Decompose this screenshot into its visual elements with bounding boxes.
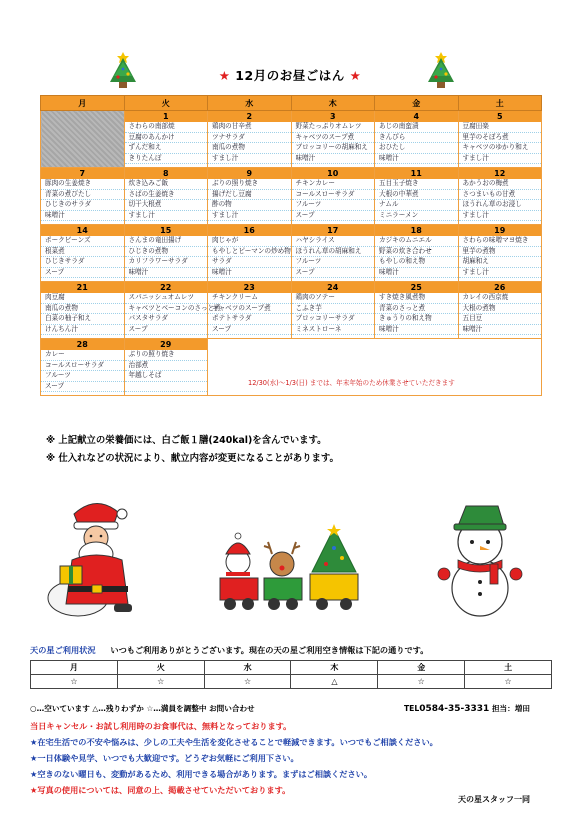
dish-item: ミニラーメン bbox=[375, 211, 458, 222]
dish-item: きりたんぽ bbox=[125, 154, 208, 165]
dish-item: ひじきサラダ bbox=[41, 257, 124, 268]
dish-item: 治部煮 bbox=[125, 361, 208, 372]
snowman-icon bbox=[430, 500, 530, 620]
dish-item: 里芋のそぼろ煮 bbox=[459, 133, 542, 144]
day-number: 14 bbox=[41, 225, 124, 236]
dish-item: 味噌汁 bbox=[125, 268, 208, 279]
weekday-header: 火 bbox=[124, 96, 208, 111]
dish-item: すまし汁 bbox=[208, 154, 291, 165]
dish-item: 青菜の煮びたし bbox=[41, 190, 124, 201]
availability-status-row bbox=[31, 675, 552, 689]
day-number: 22 bbox=[125, 282, 208, 293]
week-row bbox=[41, 282, 542, 339]
day-number: 17 bbox=[292, 225, 375, 236]
dish-item: ずんだ和え bbox=[125, 143, 208, 154]
availability-status: ☆ bbox=[378, 675, 465, 689]
dish-item: 味噌汁 bbox=[41, 211, 124, 222]
info-section bbox=[30, 718, 560, 798]
dish-item: 五目玉子焼き bbox=[375, 179, 458, 190]
dish-item: 味噌汁 bbox=[375, 154, 458, 165]
day-cell bbox=[41, 225, 125, 282]
day-number: 1 bbox=[125, 111, 208, 122]
dish-item: ツナサラダ bbox=[208, 133, 291, 144]
tel-label: TEL bbox=[404, 704, 420, 713]
day-number: 26 bbox=[459, 282, 542, 293]
dish-item: サラダ bbox=[208, 257, 291, 268]
day-cell bbox=[291, 282, 375, 339]
dish-item: さんまの竜田揚げ bbox=[125, 236, 208, 247]
santa-claus-icon bbox=[44, 494, 140, 620]
availability-day: 木 bbox=[291, 661, 378, 675]
photo-notice: ★写真の使用については、同意の上、掲載させていただいております。 bbox=[30, 785, 291, 795]
day-number: 3 bbox=[292, 111, 375, 122]
day-number: 10 bbox=[292, 168, 375, 179]
dish-item: 味噌汁 bbox=[459, 325, 542, 336]
dish-item: 切干大根煮 bbox=[125, 200, 208, 211]
tel-number[interactable]: 0584-35-3331 bbox=[419, 704, 490, 714]
day-cell bbox=[375, 225, 459, 282]
dish-item: 南瓜の煮物 bbox=[41, 304, 124, 315]
dish-item: ぶりの照り焼き bbox=[125, 350, 208, 361]
dish-item: 胡麻和え bbox=[459, 257, 542, 268]
dish-item: 豚肉の生姜焼き bbox=[41, 179, 124, 190]
menu-notes bbox=[46, 432, 526, 468]
dish-item: あじの南蛮漬 bbox=[375, 122, 458, 133]
dish-item: スープ bbox=[125, 325, 208, 336]
day-cell bbox=[208, 282, 292, 339]
contact-info bbox=[404, 703, 530, 714]
dish-item: キャベツのスープ煮 bbox=[292, 133, 375, 144]
availability-day: 月 bbox=[31, 661, 118, 675]
dish-item: チキンカレー bbox=[292, 179, 375, 190]
dish-item: 味噌汁 bbox=[375, 325, 458, 336]
dish-item: 肉じゃが bbox=[208, 236, 291, 247]
day-number: 21 bbox=[41, 282, 124, 293]
dish-item: すまし汁 bbox=[125, 211, 208, 222]
week-row bbox=[41, 168, 542, 225]
dish-item: ひじきの煮物 bbox=[125, 247, 208, 258]
dish-item: スパニッシュオムレツ bbox=[125, 293, 208, 304]
dish-item: ポークビーンズ bbox=[41, 236, 124, 247]
dish-line-blank bbox=[125, 382, 208, 393]
dish-item: 大根の煮物 bbox=[459, 304, 542, 315]
staff-signature: 天の星スタッフ一同 bbox=[458, 795, 530, 804]
day-cell bbox=[458, 111, 542, 168]
availability-status: △ bbox=[291, 675, 378, 689]
dish-item: さわらの味噌マヨ焼き bbox=[459, 236, 542, 247]
day-cell bbox=[208, 168, 292, 225]
day-number: 9 bbox=[208, 168, 291, 179]
menu-calendar bbox=[40, 95, 542, 396]
dish-item: 白菜の柚子和え bbox=[41, 314, 124, 325]
dish-item: チキンクリーム bbox=[208, 293, 291, 304]
day-number: 16 bbox=[208, 225, 291, 236]
day-cell bbox=[458, 225, 542, 282]
day-number: 23 bbox=[208, 282, 291, 293]
dish-item: 揚げだし豆腐 bbox=[208, 190, 291, 201]
day-cell bbox=[41, 111, 125, 168]
day-cell bbox=[124, 282, 221, 339]
dish-item: パスタサラダ bbox=[125, 314, 208, 325]
day-number: 18 bbox=[375, 225, 458, 236]
availability-day: 土 bbox=[465, 661, 552, 675]
dish-item: ナムル bbox=[375, 200, 458, 211]
day-cell bbox=[124, 111, 208, 168]
dish-item: 炊き込みご飯 bbox=[125, 179, 208, 190]
availability-day: 火 bbox=[117, 661, 204, 675]
dish-item: さわらの南部焼 bbox=[125, 122, 208, 133]
dish-item: すき焼き風煮物 bbox=[375, 293, 458, 304]
day-cell bbox=[291, 225, 375, 282]
dish-item: 青菜のさっと煮 bbox=[375, 304, 458, 315]
dish-item: 大根の中華煮 bbox=[375, 190, 458, 201]
weekday-header-row bbox=[41, 96, 542, 111]
week-row bbox=[41, 111, 542, 168]
dish-item: カリフラワーサラダ bbox=[125, 257, 208, 268]
week-row bbox=[41, 339, 542, 396]
dish-item: スープ bbox=[208, 325, 291, 336]
dish-item: コールスローサラダ bbox=[41, 361, 124, 372]
dish-item: こふき芋 bbox=[292, 304, 375, 315]
day-number: 29 bbox=[125, 339, 208, 350]
dish-item: キャベツのスープ煮 bbox=[208, 304, 291, 315]
availability-status: ☆ bbox=[204, 675, 291, 689]
dish-item: 豆腐のあんかけ bbox=[125, 133, 208, 144]
availability-table bbox=[30, 660, 552, 689]
dish-item: 年越しそば bbox=[125, 371, 208, 382]
closure-cell bbox=[208, 339, 542, 396]
dish-item: ひじきのサラダ bbox=[41, 200, 124, 211]
day-number: 12 bbox=[459, 168, 542, 179]
availability-day-row bbox=[31, 661, 552, 675]
dish-item: すまし汁 bbox=[208, 211, 291, 222]
dish-item: 野菜の炊き合わせ bbox=[375, 247, 458, 258]
day-cell bbox=[375, 282, 459, 339]
dish-item: スープ bbox=[292, 211, 375, 222]
day-number: 8 bbox=[125, 168, 208, 179]
day-number: 28 bbox=[41, 339, 124, 350]
availability-status: ☆ bbox=[117, 675, 204, 689]
dish-item: けんちん汁 bbox=[41, 325, 124, 336]
dish-item: ハヤシライス bbox=[292, 236, 375, 247]
dish-item: 南瓜の煮物 bbox=[208, 143, 291, 154]
day-cell bbox=[375, 168, 459, 225]
star-icon: ★ bbox=[349, 68, 362, 83]
availability-header bbox=[30, 645, 560, 659]
dish-item: フルーツ bbox=[292, 200, 375, 211]
christmas-tree-icon bbox=[106, 50, 140, 90]
dish-item: 五目豆 bbox=[459, 314, 542, 325]
page-title-text: 12月のお昼ごはん bbox=[235, 68, 345, 83]
note-line: ※ 仕入れなどの状況により、献立内容が変更になることがあります。 bbox=[46, 453, 339, 464]
availability-day: 水 bbox=[204, 661, 291, 675]
dish-item: すまし汁 bbox=[459, 154, 542, 165]
weekday-header: 金 bbox=[375, 96, 459, 111]
day-number: 7 bbox=[41, 168, 124, 179]
day-number: 4 bbox=[375, 111, 458, 122]
dish-item: 味噌汁 bbox=[292, 154, 375, 165]
dish-item: 根菜煮 bbox=[41, 247, 124, 258]
star-icon: ★ bbox=[218, 68, 231, 83]
availability-status: ☆ bbox=[465, 675, 552, 689]
dish-item: すまし汁 bbox=[459, 268, 542, 279]
day-cell bbox=[124, 339, 208, 396]
day-cell bbox=[458, 282, 542, 339]
dish-item: ミネストローネ bbox=[292, 325, 375, 336]
dish-item: ほうれん草のお浸し bbox=[459, 200, 542, 211]
dish-item: ほうれん草の胡麻和え bbox=[292, 247, 375, 258]
closure-note: 12/30(水)～1/3(日) までは、年末年始のため休業させていただきます bbox=[248, 379, 455, 387]
day-cell bbox=[208, 111, 292, 168]
legend-text: ○…空いています △…残りわずか ☆…満員を調整中 お問い合わせ bbox=[30, 704, 255, 713]
day-cell bbox=[291, 111, 375, 168]
dish-item: 肉豆腐 bbox=[41, 293, 124, 304]
weekday-header: 水 bbox=[208, 96, 292, 111]
dish-item: 鶏肉のソテー bbox=[292, 293, 375, 304]
dish-item: きんぴら bbox=[375, 133, 458, 144]
dish-item: フルーツ bbox=[292, 257, 375, 268]
day-cell bbox=[41, 282, 125, 339]
dish-item: 味噌汁 bbox=[208, 268, 291, 279]
day-number: 15 bbox=[125, 225, 208, 236]
day-number: 25 bbox=[375, 282, 458, 293]
page-title bbox=[150, 66, 430, 84]
dish-item: 鶏肉の甘辛煮 bbox=[208, 122, 291, 133]
dish-item: 酢の物 bbox=[208, 200, 291, 211]
dish-item: もやしとピーマンの炒め物 bbox=[208, 247, 291, 258]
day-number: 2 bbox=[208, 111, 291, 122]
dish-item: コールスローサラダ bbox=[292, 190, 375, 201]
dish-item: 豆腐田楽 bbox=[459, 122, 542, 133]
day-cell bbox=[291, 168, 375, 225]
day-cell bbox=[124, 225, 208, 282]
dish-item: カレー bbox=[41, 350, 124, 361]
info-line: ★在宅生活での不安や悩みは、少しの工夫や生活を変化させることで軽減できます。いつでもご相談ください。 bbox=[30, 737, 438, 747]
contact-person: 担当：増田 bbox=[491, 704, 530, 713]
note-line: ※ 上記献立の栄養価には、白ご飯１膳(240kal)を含んでいます。 bbox=[46, 435, 327, 446]
cancel-notice: 当日キャンセル・お試し利用時のお食事代は、無料となっております。 bbox=[30, 721, 292, 731]
day-number: 11 bbox=[375, 168, 458, 179]
day-number: 24 bbox=[292, 282, 375, 293]
christmas-train-icon bbox=[212, 522, 366, 620]
info-line: ★一日体験や見学、いつでも大歓迎です。どうぞお気軽にご利用下さい。 bbox=[30, 753, 299, 763]
day-cell bbox=[41, 168, 125, 225]
availability-day: 金 bbox=[378, 661, 465, 675]
availability-message: いつもご利用ありがとうございます。現在の天の星ご利用空き情報は下記の通りです。 bbox=[110, 645, 429, 655]
dish-item: すまし汁 bbox=[459, 211, 542, 222]
day-cell bbox=[124, 168, 208, 225]
dish-item: ぶりの照り焼き bbox=[208, 179, 291, 190]
dish-item: 里芋の煮物 bbox=[459, 247, 542, 258]
dish-item: キャベツのゆかり和え bbox=[459, 143, 542, 154]
dish-item: さばの生姜焼き bbox=[125, 190, 208, 201]
weekday-header: 月 bbox=[41, 96, 125, 111]
dish-item: さつまいもの甘煮 bbox=[459, 190, 542, 201]
week-row bbox=[41, 225, 542, 282]
dish-item: おひたし bbox=[375, 143, 458, 154]
day-cell bbox=[375, 111, 459, 168]
dish-item: 味噌汁 bbox=[375, 268, 458, 279]
dish-item: もやしの和え物 bbox=[375, 257, 458, 268]
weekday-header: 木 bbox=[291, 96, 375, 111]
availability-legend bbox=[30, 703, 560, 714]
day-number: 5 bbox=[459, 111, 542, 122]
dish-item: カジキのムニエル bbox=[375, 236, 458, 247]
dish-item: スープ bbox=[41, 268, 124, 279]
dish-item: きゅうりの和え物 bbox=[375, 314, 458, 325]
weekday-header: 土 bbox=[458, 96, 542, 111]
info-line: ★空きのない曜日も、変動があるため、利用できる場合があります。まずはご相談ください。 bbox=[30, 769, 373, 779]
availability-label: 天の星ご利用状況 bbox=[30, 645, 96, 655]
dish-item: スープ bbox=[41, 382, 124, 393]
dish-item: キャベツとベーコンのさっと煮 bbox=[125, 304, 208, 315]
day-cell bbox=[208, 225, 292, 282]
dish-item: スープ bbox=[292, 268, 375, 279]
dish-item: 野菜たっぷりオムレツ bbox=[292, 122, 375, 133]
day-cell bbox=[458, 168, 542, 225]
dish-item: ポテトサラダ bbox=[208, 314, 291, 325]
dish-item: あかうおの梅煮 bbox=[459, 179, 542, 190]
dish-item: ブロッコリーの胡麻和え bbox=[292, 143, 375, 154]
availability-status: ☆ bbox=[31, 675, 118, 689]
dish-item: フルーツ bbox=[41, 371, 124, 382]
dish-item: ブロッコリーサラダ bbox=[292, 314, 375, 325]
day-number: 19 bbox=[459, 225, 542, 236]
day-cell bbox=[41, 339, 125, 396]
dish-item: カレイの西京焼 bbox=[459, 293, 542, 304]
